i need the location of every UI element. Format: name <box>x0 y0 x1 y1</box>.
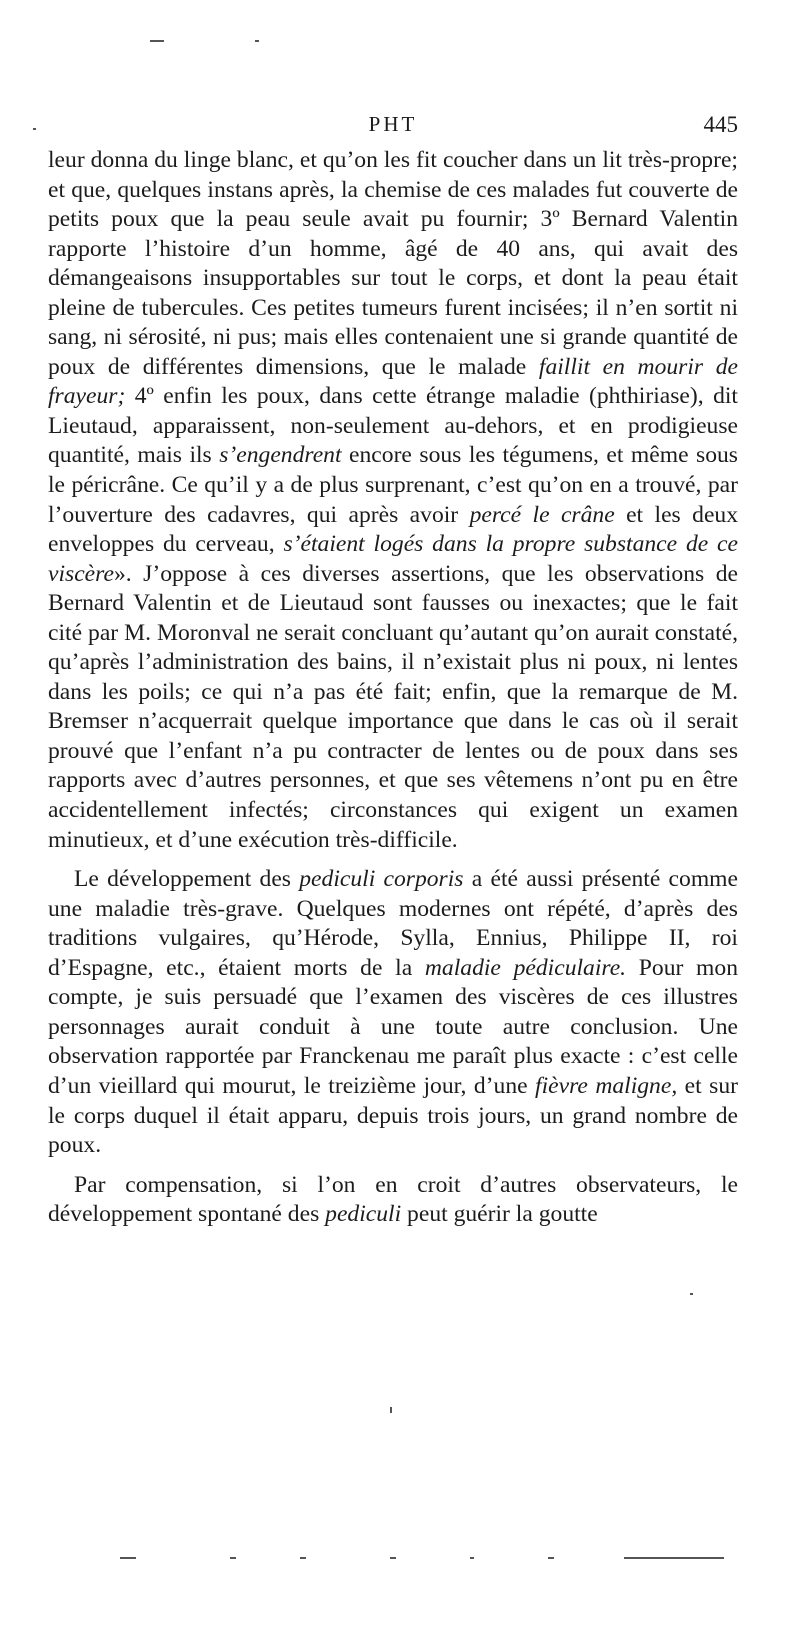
italic-run: pediculi <box>325 1201 402 1228</box>
text-run: Par compensation, si l’on en croit d’autres observateurs, le développement spontané des <box>48 1171 738 1228</box>
text-run: leur donna du linge blanc, et qu’on les fit coucher dans un lit très-propre; et que, quelques instans après, la chemise de ces malades fut couverte de petits poux que la peau seule avait pu fournir; 3º Bernard Valentin rapporte l’histoire d’un homme, âgé de 40 ans, qui avait des démangeaisons insupportables sur tout le corps, et dont la peau était pleine de tubercules. Ces petites tumeurs furent incisées; il n’en sortit ni sang, ni sérosité, ni pus; mais elles contenaient une si grande quantité de poux de différentes dimensions, que le malade <box>48 147 738 380</box>
italic-run: maladie pédiculaire. <box>424 954 627 981</box>
running-head <box>48 112 738 146</box>
page-number: 445 <box>703 112 738 137</box>
body-text <box>48 146 738 1230</box>
italic-run: fièvre maligne, <box>535 1072 678 1099</box>
text-run: a été aussi présenté comme une maladie très-grave. Quelques modernes ont répété, d’après des traditions vulgaires, qu’Hérode, Sylla, Ennius, Philippe II, roi d’Espagne, etc., étaient morts de la <box>48 866 738 981</box>
italic-run: pediculi corporis <box>299 866 464 893</box>
paragraph <box>48 865 738 1160</box>
italic-run: faillit en mourir de frayeur; <box>48 353 738 410</box>
text-run: Le développement des <box>74 866 300 893</box>
text-run: ». J’oppose à ces diverses assertions, que les observations de Bernard Valentin et de Lieutaud sont fausses ou inexactes; que le fait cité par M. Moronval ne serait concluant qu’autant qu’on aurait constaté, qu’après l’administration des bains, il n’existait plus ni poux, ni lentes dans les poils; ce qui n’a pas été fait; enfin, que la remarque de M. Bremser n’acquerrait quelque importance que dans le cas où il serait prouvé que l’enfant n’a pu contracter de lentes ou de poux dans ses rapports avec d’autres personnes, et que ses vêtemens n’ont pu en être accidentellement infectés; circonstances qui exigent un examen minutieux, et d’une exécution très-difficile. <box>48 560 738 853</box>
running-title: PHT <box>368 112 418 136</box>
text-run: encore sous les tégumens, et même sous le péricrâne. Ce qu’il y a de plus surprenant, c’est qu’on en a trouvé, par l’ouverture des cadavres, qui après avoir <box>48 442 738 528</box>
paragraph <box>48 1171 738 1230</box>
text-run: peut guérir la goutte <box>401 1201 598 1228</box>
text-run: 4º enfin les poux, dans cette étrange maladie (phthiriase), dit Lieutaud, apparaissent, non-seulement au-dehors, et en prodigieuse quantité, mais ils <box>48 383 738 469</box>
text-run: Pour mon compte, je suis persuadé que l’examen des viscères de ces illustres personnages aurait conduit à une toute autre conclusion. Une observation rapportée par Franckenau me paraît plus exacte : c’est celle d’un vieillard qui mourut, le treizième jour, d’une <box>48 954 738 1099</box>
paragraph <box>48 146 738 855</box>
text-run: et sur le corps duquel il était apparu, depuis trois jours, un grand nombre de poux. <box>48 1072 738 1159</box>
italic-run: s’étaient logés dans la propre substance de ce viscère <box>48 531 738 587</box>
italic-run: percé le crâne <box>469 501 615 528</box>
text-run: et les deux enveloppes du cerveau, <box>48 501 739 558</box>
italic-run: s’engendrent <box>219 442 342 469</box>
